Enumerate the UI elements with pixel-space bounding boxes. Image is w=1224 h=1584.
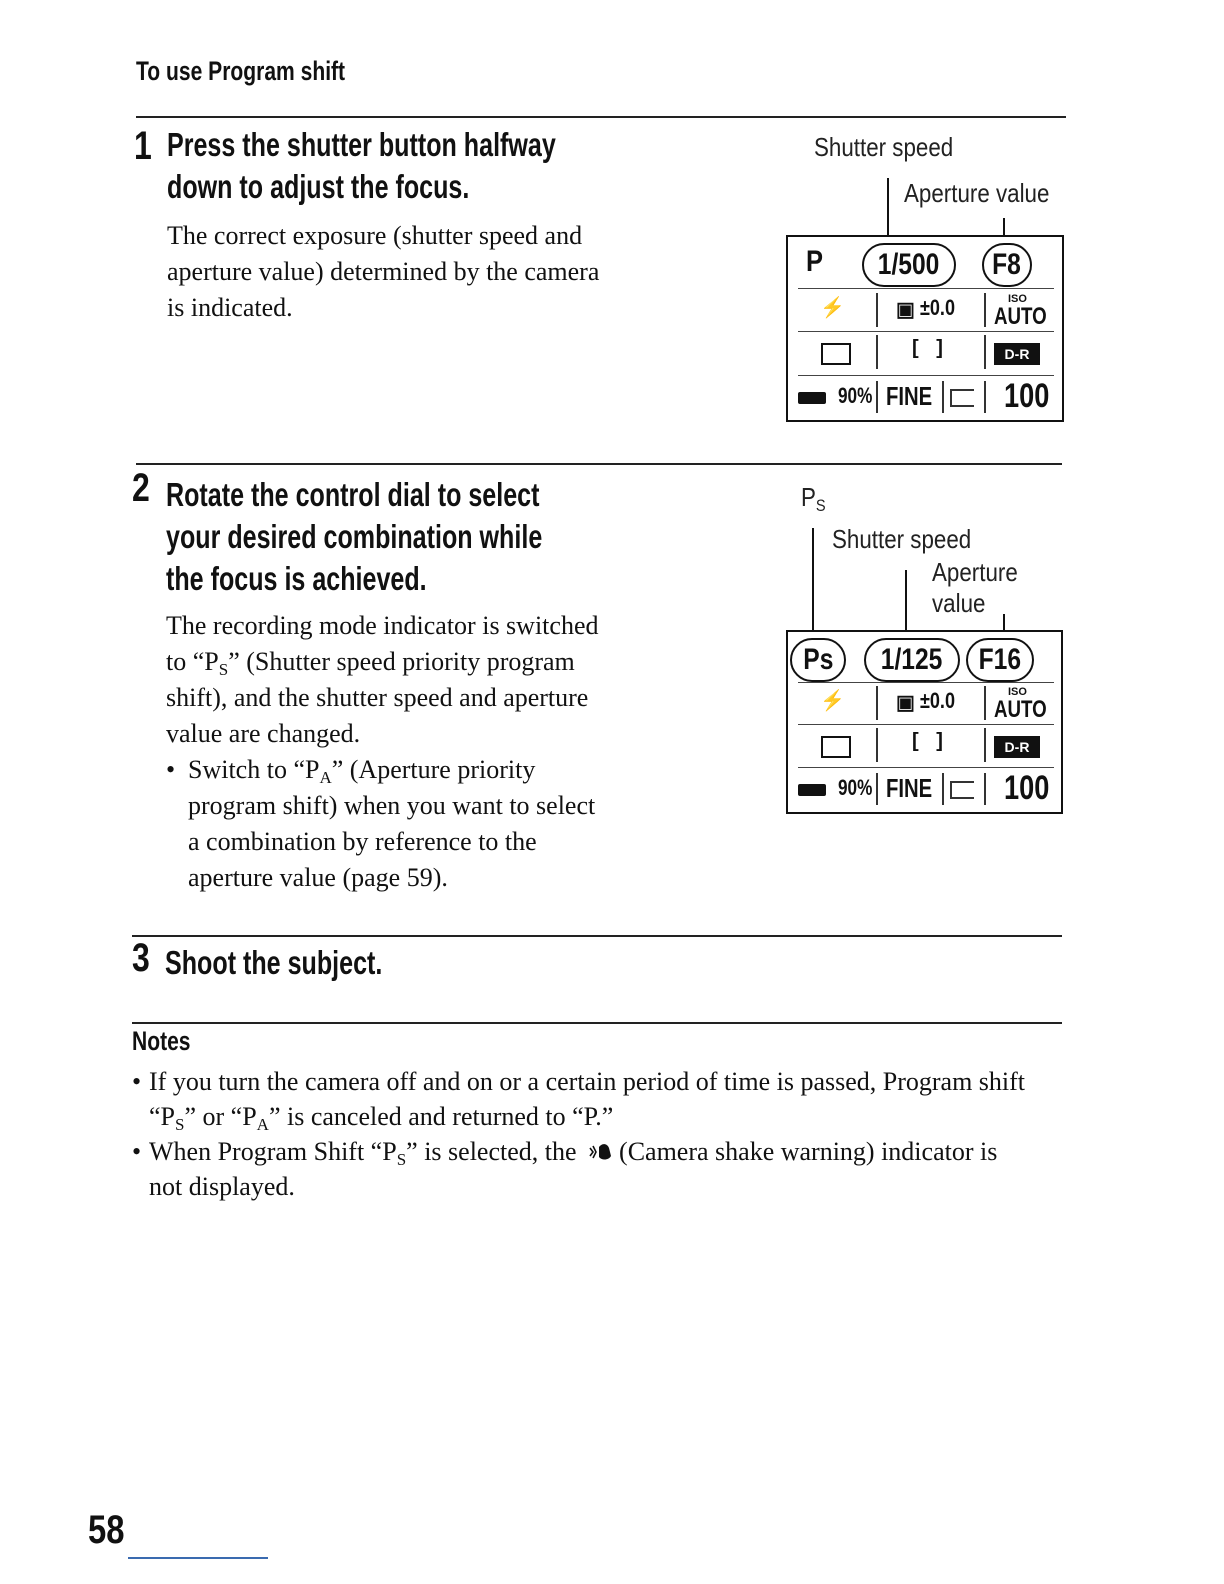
note-line: not displayed. xyxy=(149,1172,295,1201)
note-line: • If you turn the camera off and on or a certain period of time is passed, Program shift xyxy=(149,1067,1026,1096)
camera-shake-icon xyxy=(589,1142,613,1162)
lcd-col-line xyxy=(942,773,944,805)
diagram2-aperture-label xyxy=(932,557,1018,619)
battery-percent: 90% xyxy=(838,775,873,800)
lcd-row-line xyxy=(798,682,1054,683)
bullet-line xyxy=(188,752,598,788)
step-1-title-line: down to adjust the focus. xyxy=(167,168,470,205)
exposure-comp-icon: ▣ xyxy=(896,692,915,714)
step-2-body xyxy=(166,608,598,896)
diagram1-shutter-label: Shutter speed xyxy=(814,132,954,162)
lcd-col-line xyxy=(942,381,944,413)
mode-indicator: P xyxy=(806,245,824,278)
diagram1-aperture-label: Aperture value xyxy=(904,178,1050,208)
mode-oval xyxy=(790,638,846,682)
lcd-col-line xyxy=(876,381,878,413)
step-2-title-line: the focus is achieved. xyxy=(166,560,427,597)
lcd-row-line xyxy=(798,331,1054,332)
text-fragment: “P xyxy=(149,1102,175,1131)
lcd-col-line xyxy=(876,686,878,720)
step-1-body-line: is indicated. xyxy=(167,293,293,322)
lcd-col-line xyxy=(876,773,878,805)
lcd-col-line xyxy=(876,335,878,369)
focus-area-icon: [ ] xyxy=(912,730,949,752)
lcd-row-line xyxy=(798,375,1054,376)
step-2-body-line xyxy=(166,644,598,680)
step-2-title-line: your desired combination while xyxy=(166,518,543,555)
step-2-body-line: shift), and the shutter speed and aperture xyxy=(166,683,589,712)
step-2-body-line: The recording mode indicator is switched xyxy=(166,611,599,640)
lcd-row-line xyxy=(798,724,1054,725)
step-2-bullet xyxy=(166,752,598,896)
subscript: S xyxy=(396,1150,407,1169)
focus-area-icon: [ ] xyxy=(912,337,949,359)
aperture-value: F8 xyxy=(992,248,1022,281)
note-line xyxy=(149,1099,1025,1134)
section-title: To use Program shift xyxy=(136,56,346,86)
note-item xyxy=(132,1134,1025,1204)
text-fragment: to “P xyxy=(166,647,219,676)
shutter-speed-value: 1/125 xyxy=(881,643,943,676)
diagram2-shutter-label: Shutter speed xyxy=(832,524,972,554)
step-1-body-line: The correct exposure (shutter speed and xyxy=(167,221,583,250)
shutter-speed-oval xyxy=(862,243,956,287)
label-line: Aperture xyxy=(932,557,1018,587)
dro-indicator: D-R xyxy=(994,736,1040,758)
diagram1-shutter-pointer xyxy=(887,178,889,240)
note-line xyxy=(149,1134,1025,1169)
lcd-row-line xyxy=(798,767,1054,768)
divider-step-1 xyxy=(136,116,1066,118)
exposure-comp-icon: ▣ xyxy=(896,299,915,321)
step-1-number: 1 xyxy=(134,124,152,168)
mode-indicator: Ps xyxy=(802,643,834,676)
text-fragment: (Camera shake warning) indicator is xyxy=(619,1137,998,1166)
step-2-title xyxy=(166,474,542,600)
lcd-col-line xyxy=(876,728,878,762)
notes-heading: Notes xyxy=(132,1026,191,1056)
lcd-col-line xyxy=(876,293,878,327)
diagram2-mode-label xyxy=(801,482,826,513)
subscript: S xyxy=(218,660,229,679)
iso-value: AUTO xyxy=(994,303,1047,330)
battery-icon xyxy=(798,784,826,796)
aperture-oval xyxy=(966,638,1034,682)
step-1-body xyxy=(167,218,599,326)
page-number: 58 xyxy=(88,1508,125,1552)
diagram2-shutter-pointer xyxy=(905,570,907,634)
subscript: A xyxy=(319,768,332,787)
image-size-icon xyxy=(950,389,974,407)
lcd-col-line xyxy=(984,293,986,327)
drive-single-icon xyxy=(821,343,851,365)
page-number-rule xyxy=(128,1557,268,1559)
lcd-display-1 xyxy=(786,235,1064,422)
step-3-title: Shoot the subject. xyxy=(165,944,383,981)
shots-remaining: 100 xyxy=(1004,377,1050,415)
note-item xyxy=(132,1064,1025,1134)
lcd-row-line xyxy=(798,288,1054,289)
text-fragment: ” is selected, the xyxy=(406,1137,577,1166)
notes-list xyxy=(132,1064,1025,1204)
text-fragment: ” (Shutter speed priority program xyxy=(228,647,575,676)
image-quality: FINE xyxy=(886,773,933,803)
lcd-col-line xyxy=(984,335,986,369)
iso-label: ISO xyxy=(1008,686,1027,698)
step-2-number: 2 xyxy=(132,466,150,510)
text-fragment: When Program Shift “P xyxy=(149,1137,397,1166)
iso-label: ISO xyxy=(1008,293,1027,305)
lcd-col-line xyxy=(984,381,986,413)
battery-percent: 90% xyxy=(838,383,873,408)
shutter-speed-oval xyxy=(864,638,960,682)
exposure-comp-value: ±0.0 xyxy=(920,295,955,320)
subscript: A xyxy=(256,1115,269,1134)
bullet-line: a combination by reference to the xyxy=(188,827,537,856)
text-fragment: ” is canceled and returned to “P.” xyxy=(268,1102,614,1131)
shutter-speed-value: 1/500 xyxy=(878,248,940,281)
subscript: S xyxy=(175,1115,185,1134)
diagram2-mode-pointer xyxy=(812,528,814,634)
step-2-title-line: Rotate the control dial to select xyxy=(166,476,540,513)
flash-icon: ⚡ xyxy=(820,297,845,319)
battery-icon xyxy=(798,392,826,404)
label-line: value xyxy=(932,588,986,618)
lcd-col-line xyxy=(984,728,986,762)
exposure-comp-value: ±0.0 xyxy=(920,688,955,713)
text-fragment: ” or “P xyxy=(184,1102,257,1131)
shots-remaining: 100 xyxy=(1004,769,1050,807)
lcd-col-line xyxy=(984,773,986,805)
lcd-col-line xyxy=(984,686,986,720)
text-fragment: P xyxy=(801,482,816,512)
text-fragment: Switch to “P xyxy=(188,755,320,784)
step-3-number: 3 xyxy=(132,936,150,980)
divider-step-2 xyxy=(136,463,1062,465)
image-size-icon xyxy=(950,781,974,799)
aperture-value: F16 xyxy=(978,643,1022,676)
iso-value: AUTO xyxy=(994,696,1047,723)
bullet-line: program shift) when you want to select xyxy=(188,791,596,820)
subscript: S xyxy=(815,496,826,515)
flash-icon: ⚡ xyxy=(820,690,845,712)
step-1-body-line: aperture value) determined by the camera xyxy=(167,257,600,286)
text-fragment: ” (Aperture priority xyxy=(331,755,536,784)
drive-single-icon xyxy=(821,736,851,758)
bullet-line: aperture value (page 59). xyxy=(188,863,448,892)
divider-notes xyxy=(132,1022,1062,1024)
divider-step-3 xyxy=(132,935,1062,937)
dro-indicator: D-R xyxy=(994,343,1040,365)
aperture-oval xyxy=(982,243,1032,287)
image-quality: FINE xyxy=(886,381,933,411)
lcd-display-2 xyxy=(786,630,1063,814)
step-2-body-line: value are changed. xyxy=(166,719,361,748)
step-1-title xyxy=(167,124,556,208)
step-1-title-line: Press the shutter button halfway xyxy=(167,126,556,163)
